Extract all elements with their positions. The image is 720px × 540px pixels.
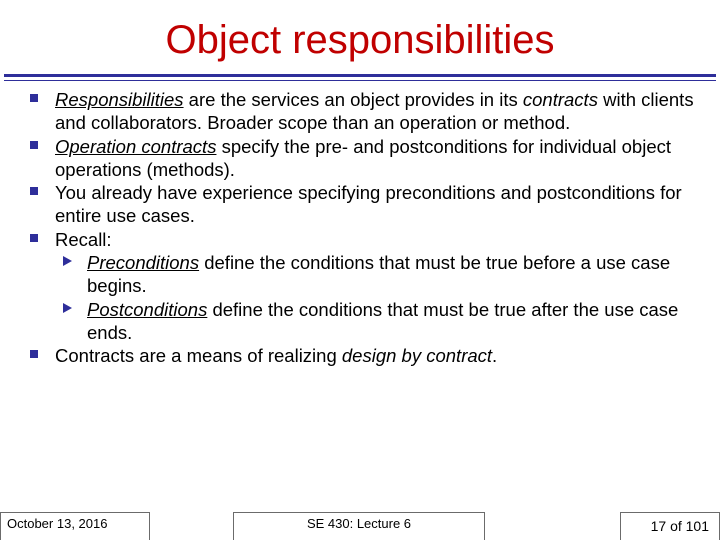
bullet-item xyxy=(30,88,700,135)
bullet-text: Recall: xyxy=(55,228,112,250)
arrow-bullet-icon xyxy=(63,303,72,313)
title-rule xyxy=(4,74,716,77)
bullet-item xyxy=(30,135,700,182)
sub-bullet-text: define the conditions that must be true before a use case begins. xyxy=(87,252,671,297)
footer-date: October 13, 2016 xyxy=(0,512,150,540)
bullet-text: . xyxy=(492,345,498,367)
sub-bullet-item xyxy=(30,251,700,298)
sub-bullet-item xyxy=(30,298,700,345)
arrow-bullet-icon xyxy=(63,256,72,266)
slide-title: Object responsibilities xyxy=(165,18,555,62)
bullet-text: Contracts are a means of realizing xyxy=(55,345,342,367)
bullet-text: are the services an object provides in its xyxy=(183,89,523,110)
bullet-item xyxy=(30,228,700,251)
square-bullet-icon xyxy=(30,141,38,149)
title-rule-thin xyxy=(4,80,716,81)
square-bullet-icon xyxy=(30,350,38,358)
term-postconditions: Postconditions xyxy=(87,298,208,320)
slide-body xyxy=(30,88,700,368)
square-bullet-icon xyxy=(30,94,38,102)
bullet-text: specify the pre- and postconditions for individual object operations (methods). xyxy=(55,135,671,180)
square-bullet-icon xyxy=(30,234,38,242)
term-responsibilities: Responsibilities xyxy=(55,89,184,110)
footer-page-number: 17 of 101 xyxy=(620,512,720,540)
bullet-text: You already have experience specifying preconditions and postconditions for entire use cases. xyxy=(55,182,682,227)
bullet-item xyxy=(30,344,700,367)
term-preconditions: Preconditions xyxy=(87,252,200,274)
term-operation-contracts: Operation contracts xyxy=(55,135,217,157)
term-contracts: contracts xyxy=(522,89,598,110)
sub-bullet-text: define the conditions that must be true after the use case ends. xyxy=(87,298,679,343)
square-bullet-icon xyxy=(30,187,38,195)
term-design-by-contract: design by contract xyxy=(341,345,493,367)
bullet-item xyxy=(30,181,700,228)
footer-lecture: SE 430: Lecture 6 xyxy=(233,512,485,540)
bullet-text: with clients and collaborators. Broader scope than an operation or method. xyxy=(55,89,694,134)
